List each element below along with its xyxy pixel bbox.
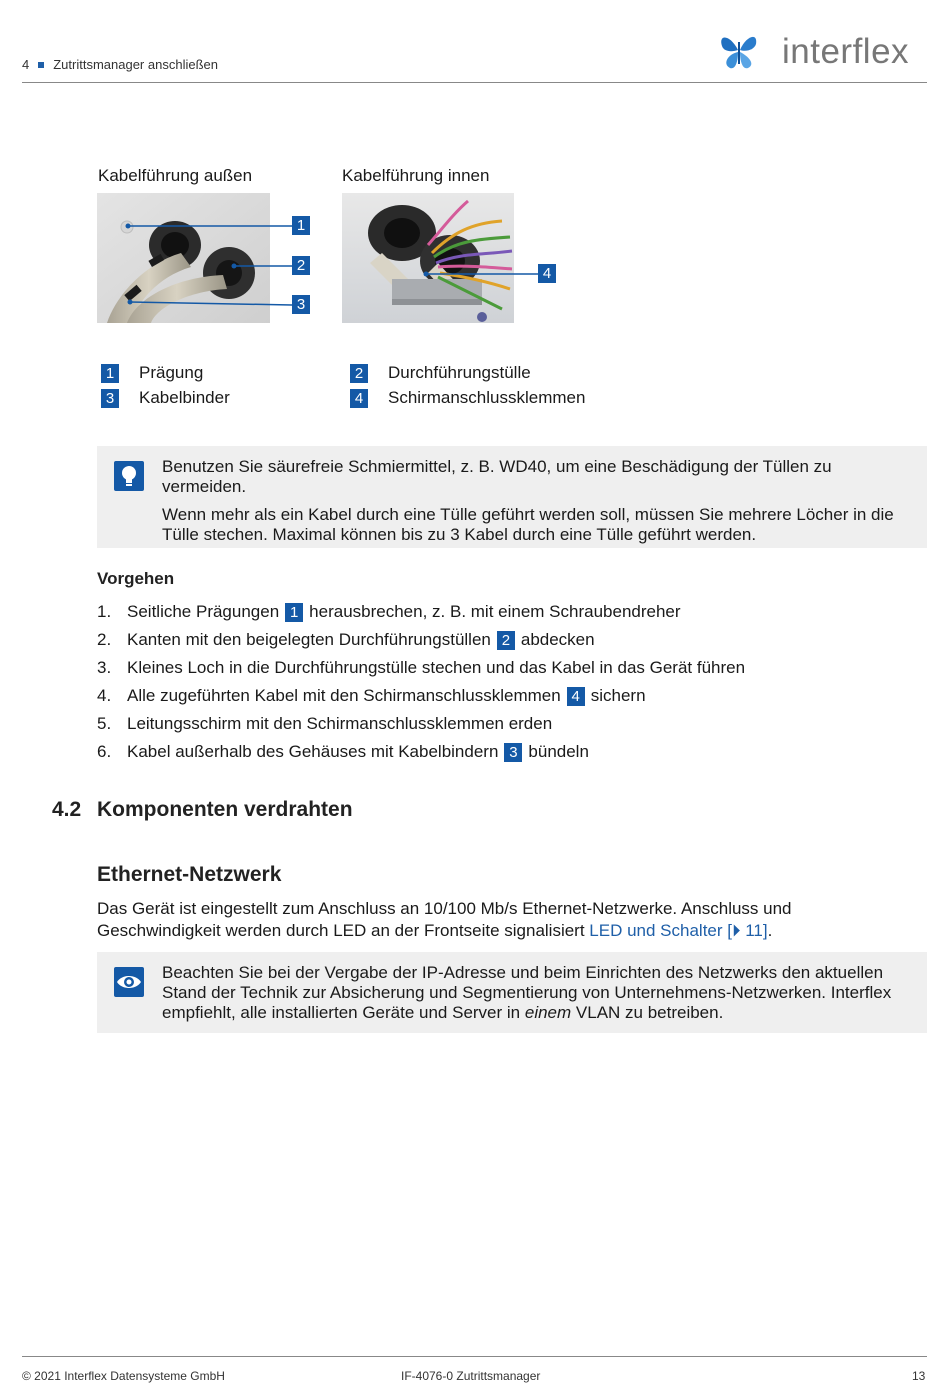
footer-doc-id: IF-4076-0 Zutrittsmanager bbox=[401, 1369, 541, 1383]
eye-note-text-b: VLAN zu betreiben. bbox=[571, 1003, 724, 1022]
eye-icon bbox=[114, 967, 144, 997]
step-number: 6. bbox=[97, 742, 112, 761]
paragraph-end: . bbox=[767, 921, 773, 940]
step-item bbox=[97, 738, 745, 766]
subsection-heading: Ethernet-Netzwerk bbox=[97, 863, 282, 886]
step-text: Alle zugeführten Kabel mit den Schirmanschlussklemmen bbox=[127, 686, 561, 705]
led-switch-link[interactable]: LED und Schalter bbox=[589, 921, 723, 940]
step-number: 4. bbox=[97, 686, 112, 705]
step-text: Seitliche Prägungen bbox=[127, 602, 280, 621]
legend-item bbox=[350, 363, 531, 383]
eye-note-text-a: Beachten Sie bei der Vergabe der IP-Adresse und beim Einrichten des Netzwerks den aktuellen Stand der Technik zur Absicherung und Segmentierung von Unternehmens-Netzwerken. Interflex empfiehlt, alle installierten Geräte und Server in bbox=[162, 963, 892, 1022]
step-item bbox=[97, 682, 745, 710]
step-number: 5. bbox=[97, 714, 112, 733]
legend-label: Kabelbinder bbox=[139, 388, 230, 407]
footer-rule bbox=[22, 1356, 927, 1357]
step-number: 1. bbox=[97, 602, 112, 621]
step-number: 3. bbox=[97, 658, 112, 677]
chapter-number: 4 bbox=[22, 57, 30, 72]
legend-label: Durchführungstülle bbox=[388, 363, 531, 382]
procedure-steps bbox=[97, 598, 745, 766]
step-badge: 4 bbox=[567, 687, 585, 706]
step-item bbox=[97, 626, 745, 654]
section-heading bbox=[52, 798, 353, 822]
section-title: Komponenten verdrahten bbox=[97, 798, 353, 821]
legend-badge: 2 bbox=[350, 364, 368, 383]
lightbulb-icon bbox=[114, 461, 144, 491]
logo-wordmark: interflex bbox=[782, 32, 910, 71]
legend-item bbox=[350, 388, 585, 408]
legend-item bbox=[101, 388, 230, 408]
callout-leader-lines bbox=[0, 0, 950, 340]
step-text: Kleines Loch in die Durchführungstülle stechen und das Kabel in das Gerät führen bbox=[127, 658, 746, 677]
callout-1: 1 bbox=[292, 216, 310, 235]
legend-label: Schirmanschlussklemmen bbox=[388, 388, 586, 407]
legend-label: Prägung bbox=[139, 363, 204, 382]
eye-note-emphasis: einem bbox=[524, 1003, 572, 1022]
procedure-heading: Vorgehen bbox=[97, 569, 175, 588]
step-text-end: bündeln bbox=[528, 742, 589, 761]
page-ref-link[interactable]: [⏵ 11] bbox=[727, 921, 768, 940]
legend-badge: 4 bbox=[350, 389, 368, 408]
step-text-end: sichern bbox=[590, 686, 646, 705]
step-item bbox=[97, 654, 745, 682]
callout-4: 4 bbox=[538, 264, 556, 283]
step-text: Kabel außerhalb des Gehäuses mit Kabelbindern bbox=[127, 742, 499, 761]
tip-text-1: Benutzen Sie säurefreie Schmiermittel, z. B. WD40, um eine Beschädigung der Tüllen zu vermeiden. bbox=[162, 457, 832, 496]
step-item bbox=[97, 598, 745, 626]
eye-note-box bbox=[97, 952, 927, 1033]
section-number: 4.2 bbox=[52, 798, 82, 821]
step-number: 2. bbox=[97, 630, 112, 649]
figure-caption-inside: Kabelführung innen bbox=[342, 166, 490, 185]
figure-caption-outside: Kabelführung außen bbox=[98, 166, 253, 185]
step-text-end: abdecken bbox=[520, 630, 595, 649]
footer-page-number: 13 bbox=[912, 1369, 926, 1383]
tip-note-box bbox=[97, 446, 927, 548]
paragraph-text: Das Gerät ist eingestellt zum Anschluss an 10/100 Mb/s Ethernet-Netzwerke. Anschluss und Geschwindigkeit werden durch LED an der Frontseite signalisiert bbox=[97, 899, 792, 940]
eye-note-text bbox=[162, 963, 920, 1023]
ethernet-paragraph bbox=[97, 898, 897, 942]
step-badge: 3 bbox=[504, 743, 522, 762]
step-text: Leitungsschirm mit den Schirmanschlussklemmen erden bbox=[127, 714, 553, 733]
step-badge: 1 bbox=[285, 603, 303, 622]
step-text-end: herausbrechen, z. B. mit einem Schraubendreher bbox=[309, 602, 681, 621]
tip-text-2: Wenn mehr als ein Kabel durch eine Tülle geführt werden soll, müssen Sie mehrere Löcher in die Tülle stechen. Maximal können bis zu 3 Kabel durch eine Tülle geführt werden. bbox=[162, 505, 894, 544]
legend-badge: 3 bbox=[101, 389, 119, 408]
step-text: Kanten mit den beigelegten Durchführungstüllen bbox=[127, 630, 491, 649]
legend-item bbox=[101, 363, 203, 383]
footer-copyright: © 2021 Interflex Datensysteme GmbH bbox=[22, 1369, 225, 1383]
step-item bbox=[97, 710, 745, 738]
step-badge: 2 bbox=[497, 631, 515, 650]
chapter-title: Zutrittsmanager anschließen bbox=[53, 57, 218, 72]
callout-2: 2 bbox=[292, 256, 310, 275]
callout-3: 3 bbox=[292, 295, 310, 314]
legend-badge: 1 bbox=[101, 364, 119, 383]
